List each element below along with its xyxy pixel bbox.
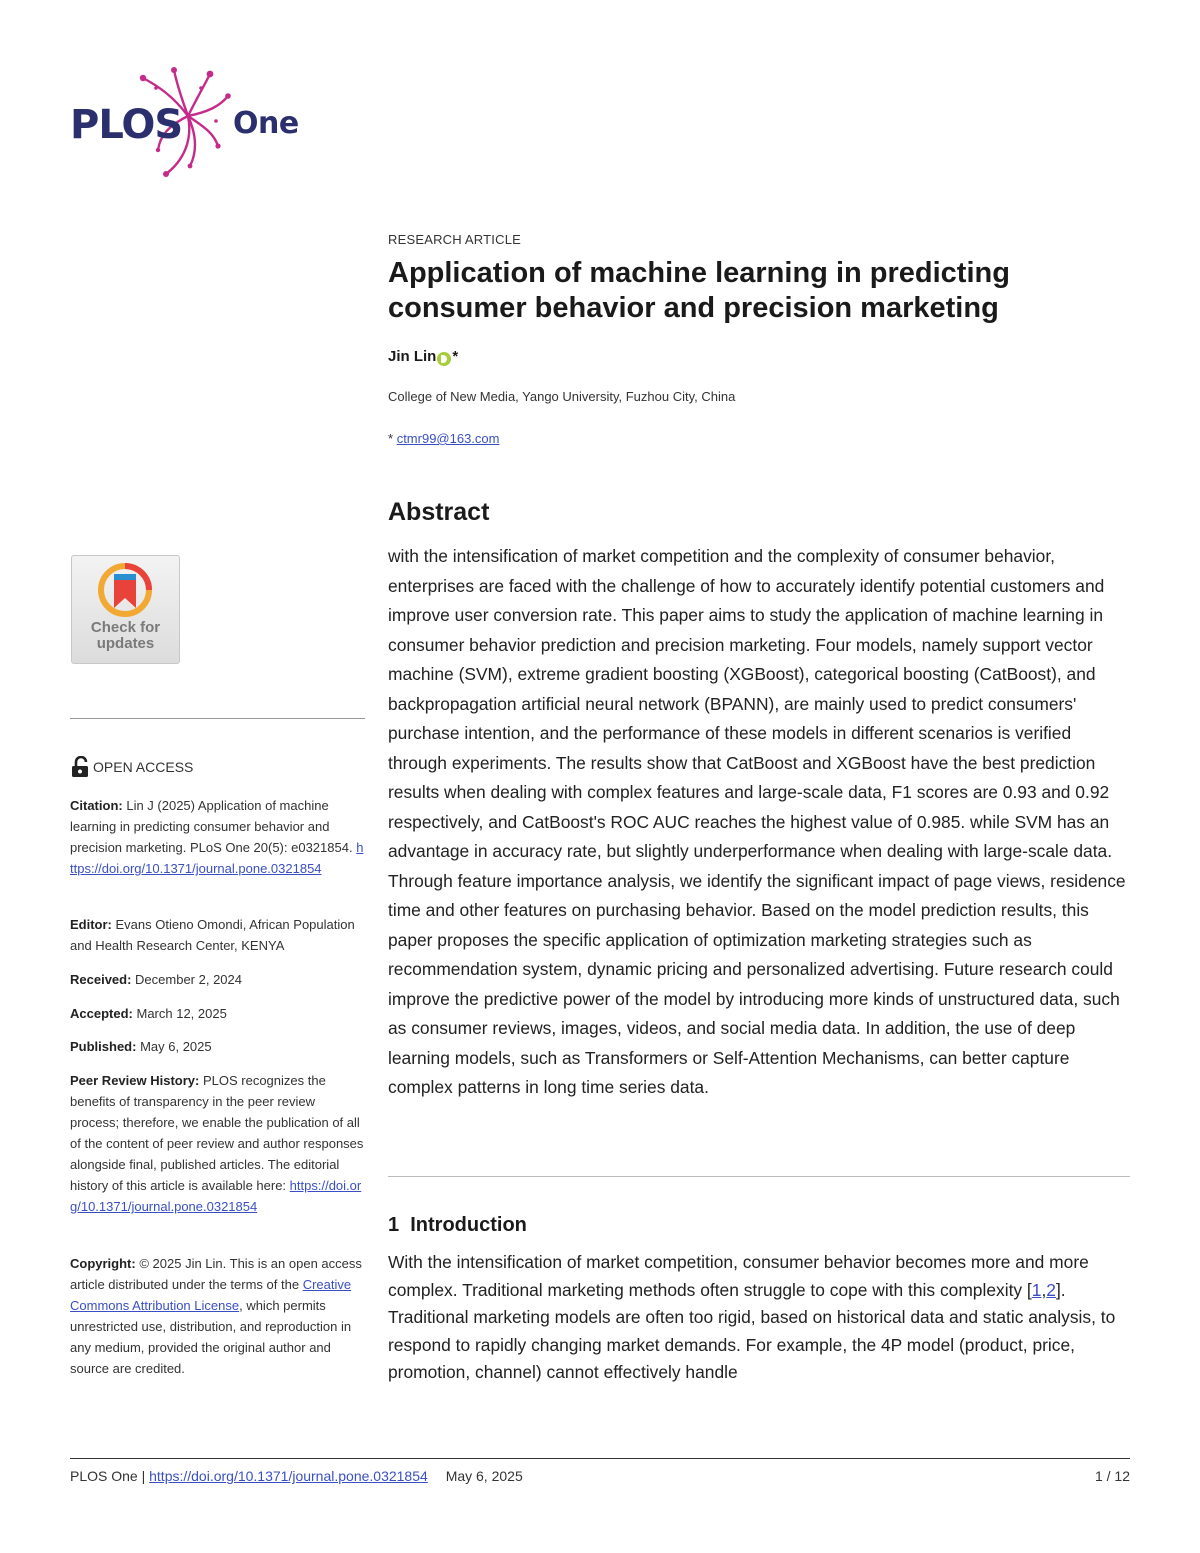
accepted-date: March 12, 2025 [136,1006,227,1021]
peer-review-label: Peer Review History: [70,1073,200,1088]
logo-journal-text: One [233,106,299,141]
author-corresponding-mark: * [452,348,459,365]
check-updates-icon [95,562,155,618]
citation-label: Citation: [70,798,123,813]
copyright-block [70,1253,365,1379]
citation-block [70,795,365,879]
plos-one-logo [68,66,308,181]
abstract-heading: Abstract [388,498,490,526]
accepted-block [70,1003,365,1024]
reference-link-2[interactable]: 2 [1046,1279,1056,1300]
abstract-text: with the intensification of market competition and the complexity of consumer behavior, enterprises are faced with the challenge of how to accurately identify potential customers and improve user conversion rate. This paper aims to study the application of machine learning in consumer behavior prediction and precision marketing. Four models, namely support vector machine (SVM), extreme gradient boosting (XGBoost), categorical boosting (CatBoost), and backpropagation artificial neural network (BPANN), are mainly used to predict consumers' purchase intention, and the performance of these models in different scenarios is verified through experiments. The results show that CatBoost and XGBoost have the best prediction results when dealing with complex features and large-scale data, F1 scores are 0.93 and 0.92 respectively, and CatBoost's ROC AUC reaches the highest value of 0.985. while SVM has an advantage in accuracy rate, but slightly underperformance when dealing with large-scale data. Through feature importance analysis, we identify the significant impact of page views, residence time and other features on purchasing behavior. Based on the model prediction results, this paper proposes the specific application of optimization marketing strategies such as recommendation system, dynamic pricing and personalized advertising. Future research could improve the predictive power of the model by introducing more kinds of unstructured data, such as consumer reviews, images, videos, and social media data. In addition, the use of deep learning models, such as Transformers or Self-Attention Mechanisms, can better capture complex patterns in long time series data. [388,546,1126,1097]
check-updates-line2: updates [96,635,155,652]
creative-commons-link[interactable]: Creative Commons Attribution License [70,1277,352,1313]
article-type: RESEARCH ARTICLE [388,232,521,247]
section-title: Introduction [410,1214,527,1236]
received-block [70,969,365,990]
open-lock-icon [71,756,89,778]
orcid-icon[interactable] [437,352,451,366]
author-email-link[interactable]: ctmr99@163.com [396,431,500,446]
footer-date: May 6, 2025 [445,1468,523,1484]
open-access-label [71,756,193,778]
peer-review-doi-link[interactable]: https://doi.org/10.1371/journal.pone.0321854 [70,1178,362,1214]
accepted-label: Accepted: [70,1006,133,1021]
open-access-text: OPEN ACCESS [93,759,194,775]
introduction-text [388,1249,1133,1387]
peer-review-block [70,1070,365,1217]
section-divider [388,1176,1130,1177]
editor-block [70,914,365,956]
sidebar-divider [70,718,365,719]
author-affiliation: College of New Media, Yango University, Fuzhou City, China [388,389,736,404]
author-name: Jin Lin [388,348,437,365]
article-title: Application of machine learning in predicting consumer behavior and precision marketing [388,257,1010,324]
received-date: December 2, 2024 [135,972,242,987]
peer-review-text: PLOS recognizes the benefits of transparency in the peer review process; therefore, we enable the publication of all of the content of peer review and author responses alongside final, published articles. The editorial history of this article is available here: [70,1073,364,1193]
intro-text-part: With the intensification of market competition, consumer behavior becomes more and more complex. Traditional marketing methods often struggle to cope with this complexity [ [388,1252,1089,1300]
section-number: 1 [388,1214,400,1236]
introduction-heading [388,1214,1133,1237]
corresponding-email-line [388,431,1133,446]
page-footer [70,1468,1130,1484]
published-date: May 6, 2025 [140,1039,212,1054]
logo-brand-text: PLOS [70,102,183,148]
intro-text-part: ]. Traditional marketing models are often too rigid, based on historical data and static analysis, to respond to rapidly changing market demands. For example, the 4P model (product, price, promotion, channel) cannot effectively handle [388,1279,1116,1382]
page-number: 1 / 12 [1094,1468,1130,1484]
footer-doi-link[interactable]: https://doi.org/10.1371/journal.pone.0321854 [149,1468,428,1484]
copyright-label: Copyright: [70,1256,136,1271]
received-label: Received: [70,972,132,987]
citation-doi-link[interactable]: https://doi.org/10.1371/journal.pone.0321854 [70,840,364,876]
check-updates-label [72,620,179,652]
published-label: Published: [70,1039,137,1054]
check-for-updates-badge[interactable] [71,555,180,664]
footer-divider [70,1458,1130,1459]
check-updates-line1: Check for [90,619,161,636]
citation-text: Lin J (2025) Application of machine learning in predicting consumer behavior and precision marketing. PLoS One 20(5): e0321854. [70,798,353,855]
email-mark: * [388,431,394,446]
editor-label: Editor: [70,917,112,932]
copyright-text-end: , which permits unrestricted use, distribution, and reproduction in any medium, provided the original author and source are credited. [70,1298,352,1376]
ref-separator: , [1041,1279,1047,1300]
copyright-text: © 2025 Jin Lin. This is an open access article distributed under the terms of the [70,1256,362,1292]
footer-journal: PLOS One | [70,1468,146,1484]
published-block [70,1036,365,1057]
editor-text: Evans Otieno Omondi, African Population and Health Research Center, KENYA [70,917,355,953]
author-line [388,348,1133,365]
reference-link-1[interactable]: 1 [1031,1279,1042,1300]
